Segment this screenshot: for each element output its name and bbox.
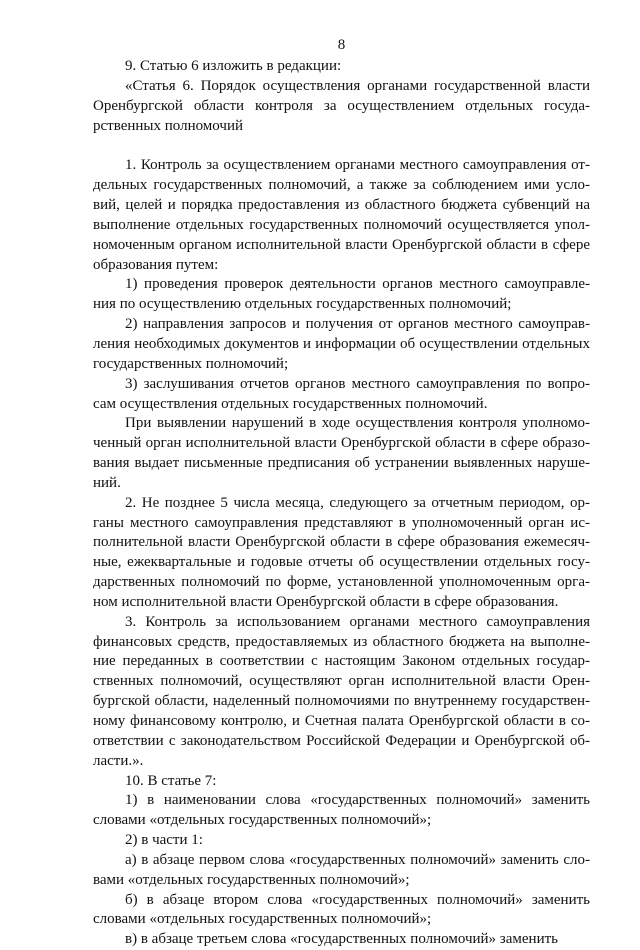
amendment-item-10-sub-1: 1) в наименовании слова «государственных полномочий» заменить словами «отдельных государственных полномочий»; [93,792,590,829]
page-number: 8 [337,37,346,53]
article-6-part-1-item-2: 2) направления запросов и получения от органов местного самоуправления необходимых документов и информации об осуществлении отдельных государственных полномочий; [93,316,590,372]
amendment-item-10-sub-2: 2) в части 1: [125,832,203,849]
article-6-part-1: 1. Контроль за осуществлением органами местного самоуправления отдельных государственных полномочий, а также за соблюдением ими условий, целей и порядка предоставления из областного бюджета субвенций на выполнение отдельных государственных полномочий осуществляется уполномоченным органом исполнительной власти Оренбургской области в сфере образования путем: [93,157,590,273]
amendment-item-10-sub-2v: в) в абзаце третьем слова «государственных полномочий» заменить [125,931,558,948]
article-6-part-1-item-3: 3) заслушивания отчетов органов местного самоуправления по вопросам осуществления отдельных государственных полномочий. [93,375,590,412]
article-6-part-2: 2. Не позднее 5 числа месяца, следующего за отчетным периодом, органы местного самоуправления представляют в уполномоченный орган исполнительной власти Оренбургской области в сфере образования ежемесячные, ежеквартальные и годовые отчеты об осуществлении отдельных государственных полномочий по форме, установленной уполномоченным органом исполнительной власти Оренбургской области в сфере образования. [93,494,590,610]
article-6-heading: «Статья 6. Порядок осуществления органами государственной власти Оренбургской области контроля за осуществлением отдельных государственных полномочий [93,77,590,134]
article-6-part-1-violations: При выявлении нарушений в ходе осуществления контроля уполномоченный орган исполнительной власти Оренбургской области в сфере образования выдает письменные предписания об устранении выявленных нарушений. [93,415,590,491]
amendment-item-10: 10. В статье 7: [125,772,217,789]
amendment-item-9: 9. Статью 6 изложить в редакции: [125,58,342,74]
paragraph-gap [93,136,590,156]
article-6-part-1-item-1: 1) проведения проверок деятельности органов местного самоуправления по осуществлению отдельных государственных полномочий; [93,276,590,313]
amendment-item-10-sub-2b: б) в абзаце втором слова «государственных полномочий» заменить словами «отдельных государственных полномочий»; [93,891,590,928]
article-6-part-3: 3. Контроль за использованием органами местного самоуправления финансовых средств, предоставляемых из областного бюджета на выполнение переданных в соответствии с настоящим Законом отдельных государственных полномочий, осуществляют орган исполнительной власти Оренбургской области, наделенный полномочиями по внутреннему государственному финансовому контролю, и Счетная палата Оренбургской области в соответствии с законодательством Российской Федерации и Оренбургской области.». [93,613,590,769]
amendment-item-10-sub-2a: а) в абзаце первом слова «государственных полномочий» заменить словами «отдельных государственных полномочий»; [93,851,590,888]
